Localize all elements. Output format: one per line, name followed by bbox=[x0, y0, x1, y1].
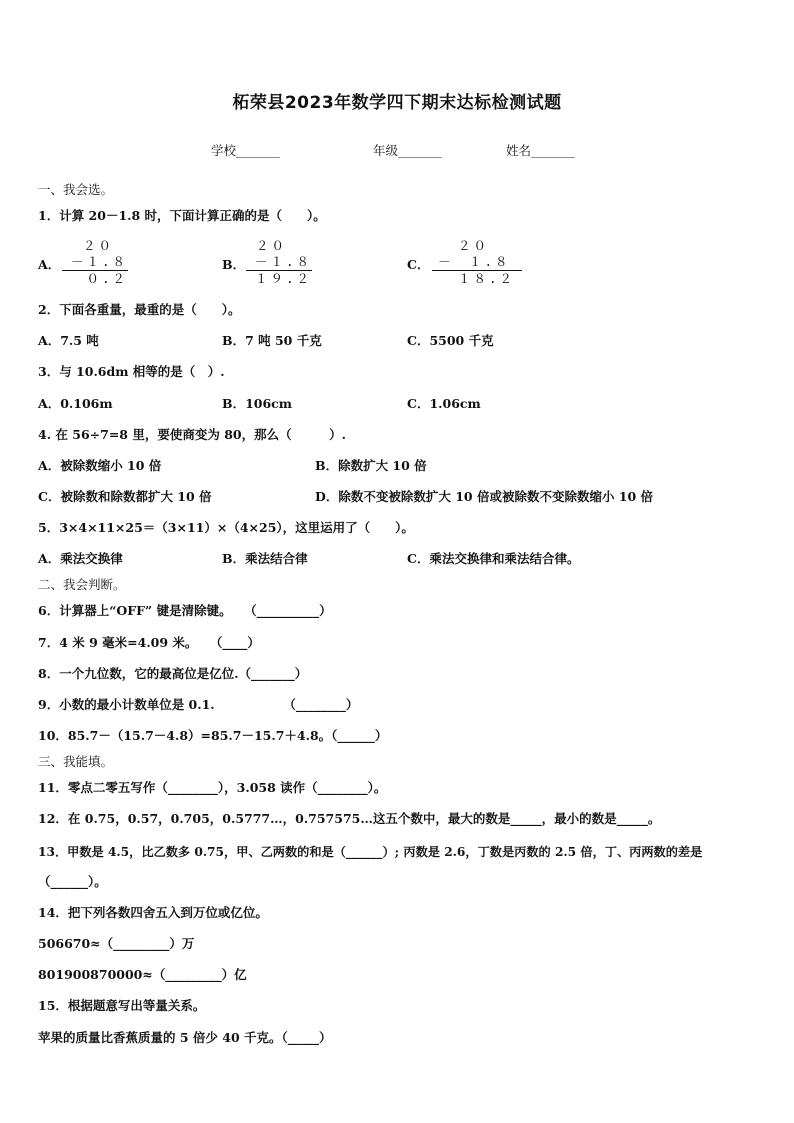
question-5-option-c: C．乘法交换律和乘法结合律。 bbox=[407, 551, 580, 566]
question-1-option-a-label: A． bbox=[38, 257, 61, 272]
section-heading-judge: 二、我会判断。 bbox=[38, 577, 126, 592]
question-1-stem: 1．计算 20－1.8 时，下面计算正确的是（ ）。 bbox=[38, 208, 326, 223]
question-5-option-a: A．乘法交换律 bbox=[38, 551, 123, 566]
question-10: 10．85.7－（15.7－4.8）=85.7－15.7＋4.8。（______） bbox=[38, 728, 388, 743]
question-2-option-b: B．7 吨 50 千克 bbox=[222, 333, 322, 348]
calc-result: ０.２ bbox=[86, 271, 128, 286]
school-field: 学校_______ bbox=[211, 143, 280, 158]
question-8: 8．一个九位数，它的最高位是亿位.（_______） bbox=[38, 666, 308, 681]
calc-result: １９.２ bbox=[254, 271, 312, 286]
question-4-option-d: D．除数不变被除数扩大 10 倍或被除数不变除数缩小 10 倍 bbox=[315, 489, 654, 504]
grade-field: 年级_______ bbox=[373, 143, 442, 158]
question-1-option-b-calc bbox=[246, 238, 312, 287]
question-14-a: 506670≈（_________）万 bbox=[38, 936, 195, 951]
question-14-b: 801900870000≈（_________）亿 bbox=[38, 967, 247, 982]
calc-subtrahend: －１.８ bbox=[70, 254, 128, 269]
question-13-line-2: （______）。 bbox=[38, 874, 107, 889]
question-2-stem: 2．下面各重量，最重的是（ ）。 bbox=[38, 302, 241, 317]
question-1-option-a-calc bbox=[62, 238, 128, 287]
question-4-option-b: B．除数扩大 10 倍 bbox=[315, 458, 427, 473]
question-2-option-a: A．7.5 吨 bbox=[38, 333, 99, 348]
question-3-option-b: B．106cm bbox=[222, 396, 292, 411]
question-1-option-b-label: B． bbox=[222, 257, 246, 272]
question-5-option-b: B．乘法结合律 bbox=[222, 551, 308, 566]
question-6: 6．计算器上“OFF” 键是清除键。 （__________） bbox=[38, 603, 332, 618]
question-1-option-c-calc bbox=[432, 238, 522, 287]
question-13-line-1: 13．甲数是 4.5，比乙数多 0.75，甲、乙两数的和是（______）; 丙数是 2.6，丁数是丙数的 2.5 倍，丁、丙两数的差是 bbox=[38, 845, 703, 859]
question-15-a: 苹果的质量比香蕉质量的 5 倍少 40 千克。（_____） bbox=[38, 1030, 332, 1045]
calc-top: ２０ bbox=[458, 238, 490, 253]
question-3-stem: 3．与 10.6dm 相等的是（ ）. bbox=[38, 364, 225, 379]
question-4-option-c: C．被除数和除数都扩大 10 倍 bbox=[38, 489, 212, 504]
question-12: 12．在 0.75，0.57，0.705，0.5777…，0.757575…这五个数中，最大的数是_____，最小的数是_____。 bbox=[38, 811, 661, 826]
question-9: 9．小数的最小计数单位是 0.1. （________） bbox=[38, 697, 359, 712]
question-3-option-a: A．0.106m bbox=[38, 396, 113, 411]
section-heading-choose: 一、我会选。 bbox=[38, 182, 114, 197]
calc-subtrahend: －１.８ bbox=[254, 254, 312, 269]
page-title: 柘荣县2023年数学四下期末达标检测试题 bbox=[232, 93, 562, 113]
question-5-stem: 5．3×4×11×25＝（3×11）×（4×25），这里运用了（ ）。 bbox=[38, 520, 414, 535]
question-7: 7．4 米 9 毫米=4.09 米。 （____） bbox=[38, 635, 260, 650]
question-15: 15．根据题意写出等量关系。 bbox=[38, 998, 206, 1013]
question-4-option-a: A．被除数缩小 10 倍 bbox=[38, 458, 162, 473]
section-heading-fill: 三、我能填。 bbox=[38, 754, 114, 769]
calc-top: ２０ bbox=[256, 238, 288, 253]
question-14: 14．把下列各数四舍五入到万位或亿位。 bbox=[38, 905, 268, 920]
calc-top: ２０ bbox=[82, 238, 114, 253]
question-4-stem: 4. 在 56÷7=8 里，要使商变为 80，那么（ ）. bbox=[38, 427, 346, 442]
calc-result: １８.２ bbox=[458, 271, 516, 286]
question-3-option-c: C．1.06cm bbox=[407, 396, 481, 411]
calc-subtrahend: － １.８ bbox=[438, 254, 511, 269]
question-1-option-c-label: C． bbox=[407, 257, 430, 272]
question-11: 11．零点二零五写作（________），3.058 读作（________）。 bbox=[38, 780, 387, 795]
name-field: 姓名_______ bbox=[506, 143, 575, 158]
question-2-option-c: C．5500 千克 bbox=[407, 333, 494, 348]
